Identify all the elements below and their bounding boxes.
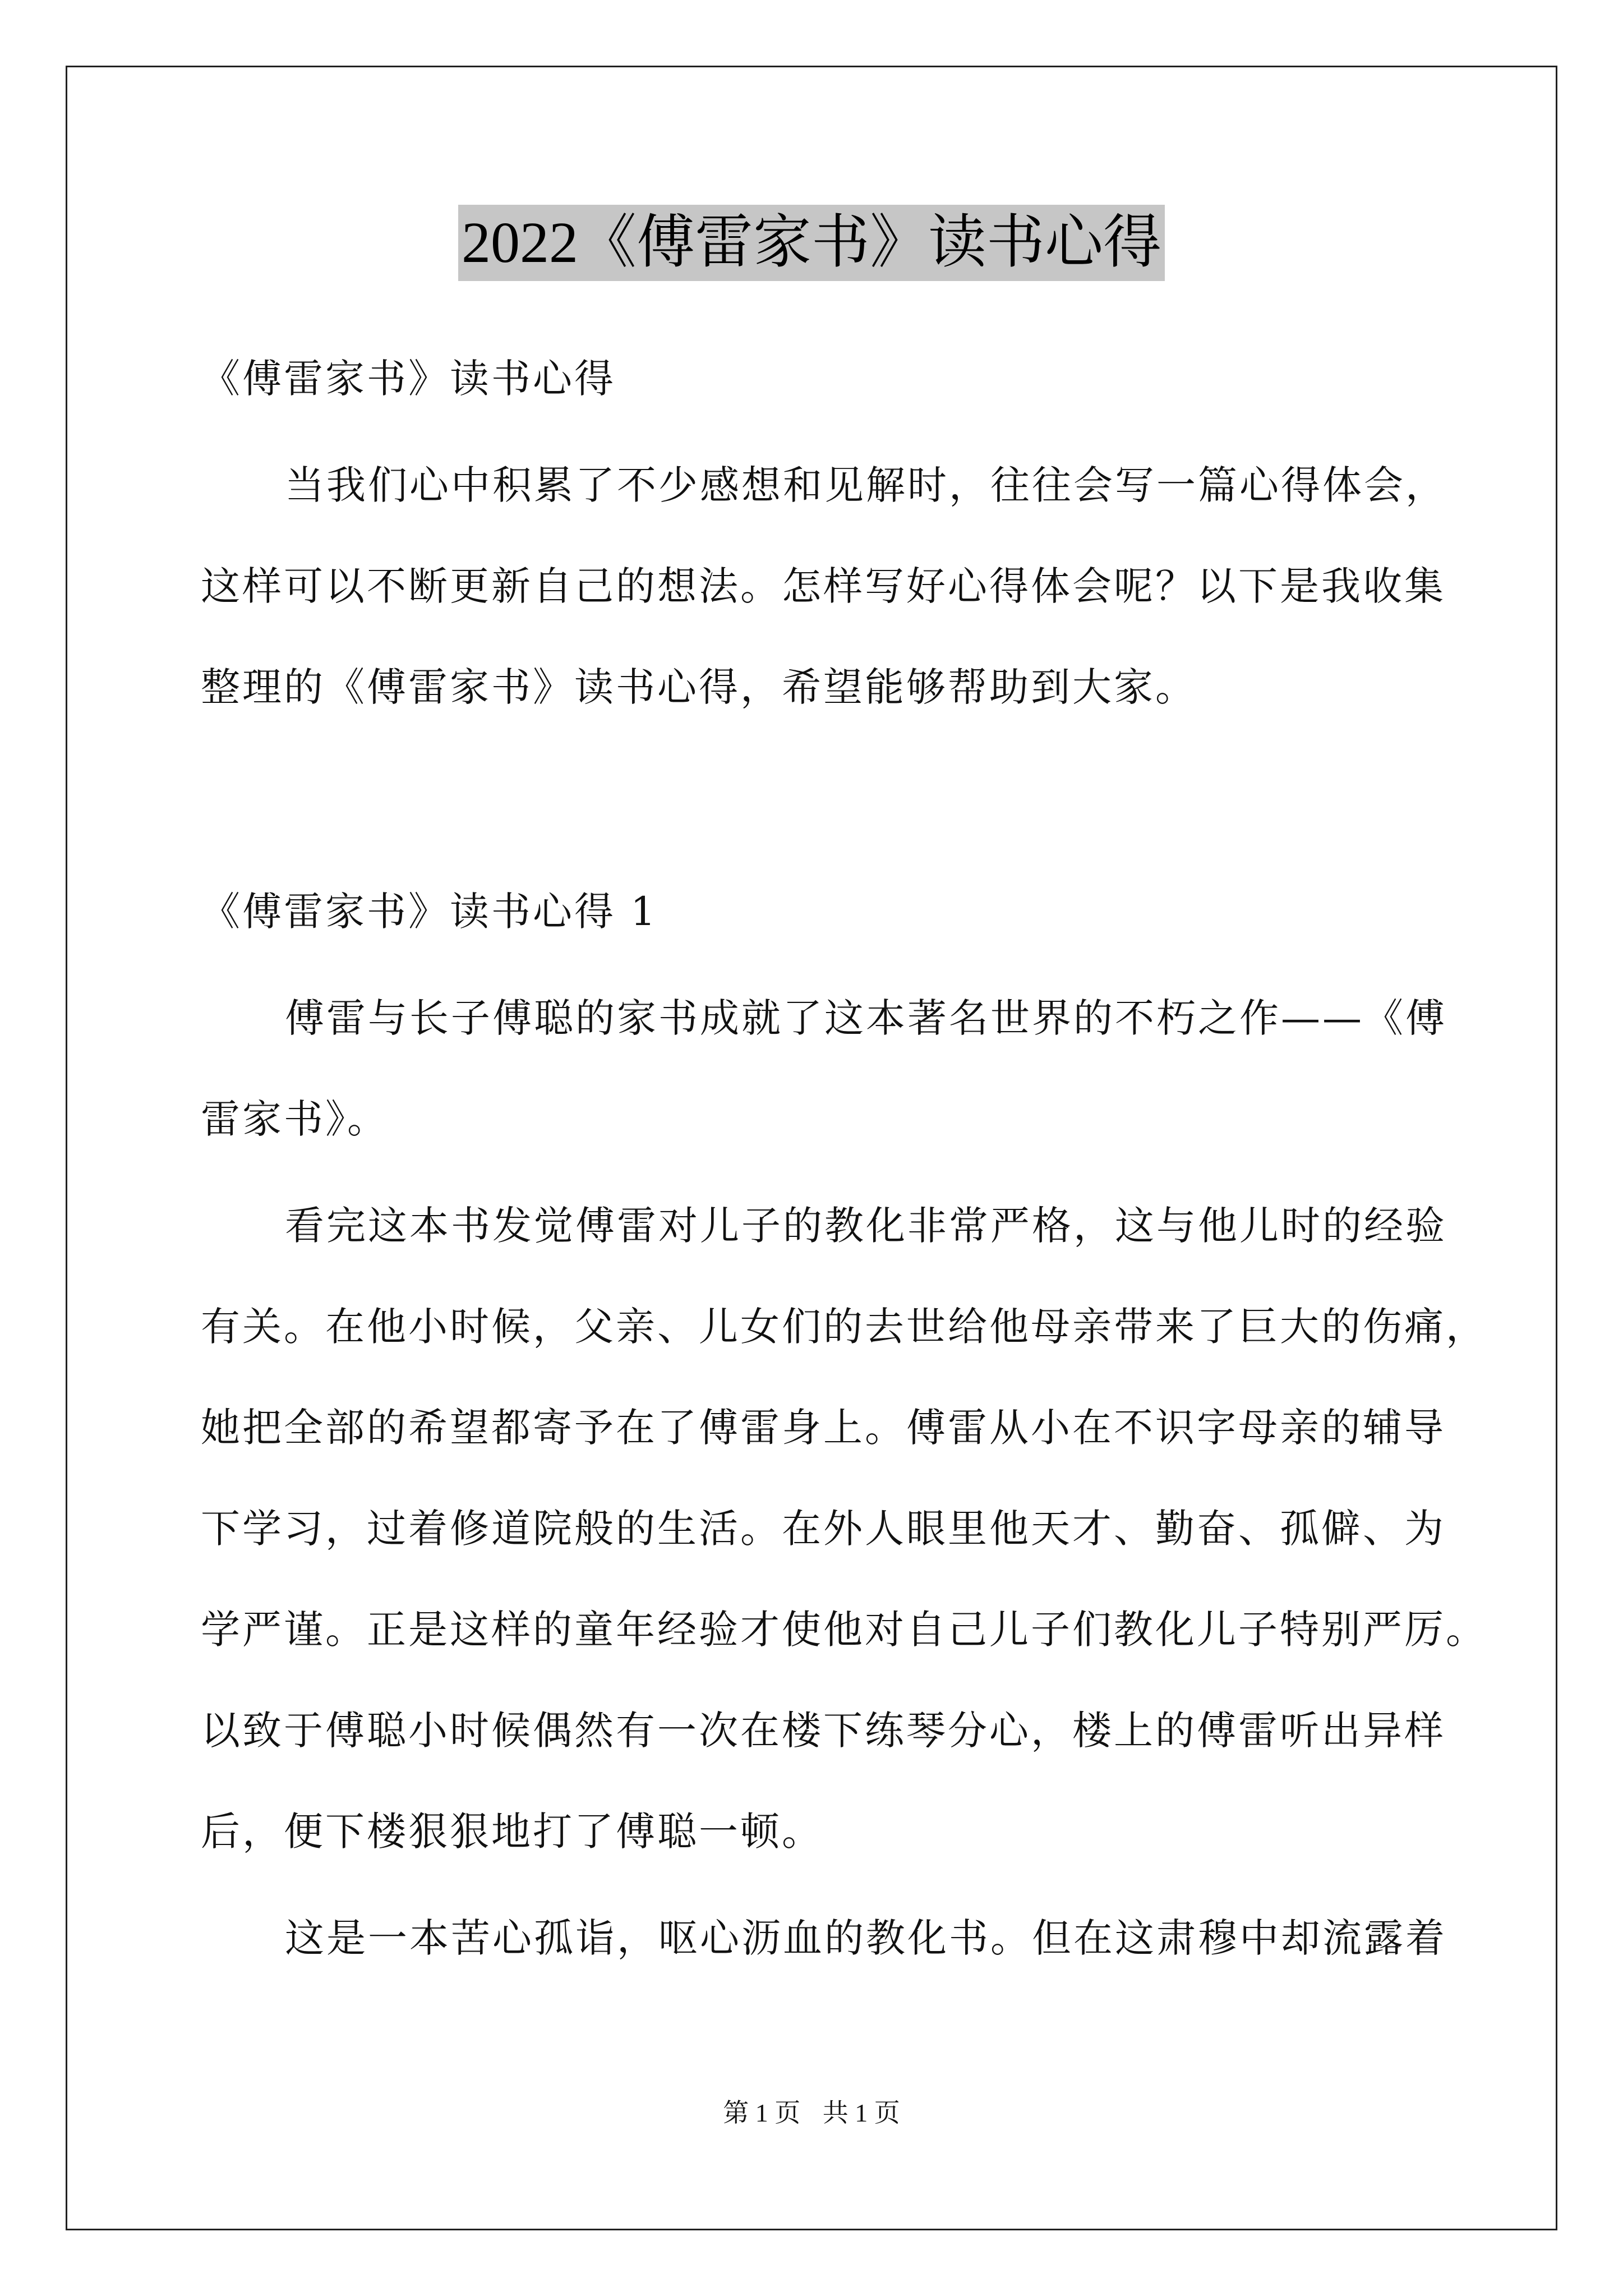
intro-line: 整理的《傅雷家书》读书心得，希望能够帮助到大家。 <box>201 664 1197 710</box>
page-footer <box>0 2092 1623 2129</box>
intro-line: 当我们心中积累了不少感想和见解时，往往会写一篇心得体会， <box>285 462 1447 508</box>
paragraph-line: 她把全部的希望都寄予在了傅雷身上。傅雷从小在不识字母亲的辅导 <box>201 1405 1446 1451</box>
title-container <box>0 205 1623 281</box>
subtitle: 《傅雷家书》读书心得 <box>201 356 616 402</box>
intro-line: 这样可以不断更新自己的想法。怎样写好心得体会呢？以下是我收集 <box>201 563 1446 609</box>
paragraph-line: 以致于傅聪小时候偶然有一次在楼下练琴分心，楼上的傅雷听出异样 <box>201 1708 1446 1754</box>
paragraph-line: 傅雷与长子傅聪的家书成就了这本著名世界的不朽之作——《傅 <box>285 995 1447 1041</box>
paragraph-line: 这是一本苦心孤诣，呕心沥血的教化书。但在这肃穆中却流露着 <box>285 1915 1447 1961</box>
section-heading: 《傅雷家书》读书心得 1 <box>201 889 658 935</box>
document-title: 2022《傅雷家书》读书心得 <box>458 205 1165 281</box>
paragraph-line: 后，便下楼狠狠地打了傅聪一顿。 <box>201 1809 823 1855</box>
paragraph-line: 有关。在他小时候，父亲、儿女们的去世给他母亲带来了巨大的伤痛， <box>201 1304 1487 1350</box>
page-number: 第 1 页 <box>723 2099 801 2127</box>
paragraph-line: 看完这本书发觉傅雷对儿子的教化非常严格，这与他儿时的经验 <box>285 1203 1447 1249</box>
paragraph-line: 雷家书》。 <box>201 1096 389 1142</box>
paragraph-line: 学严谨。正是这样的童年经验才使他对自己儿子们教化儿子特别严厉。 <box>201 1607 1487 1653</box>
page-total: 共 1 页 <box>822 2099 900 2127</box>
paragraph-line: 下学习，过着修道院般的生活。在外人眼里他天才、勤奋、孤僻、为 <box>201 1506 1446 1552</box>
